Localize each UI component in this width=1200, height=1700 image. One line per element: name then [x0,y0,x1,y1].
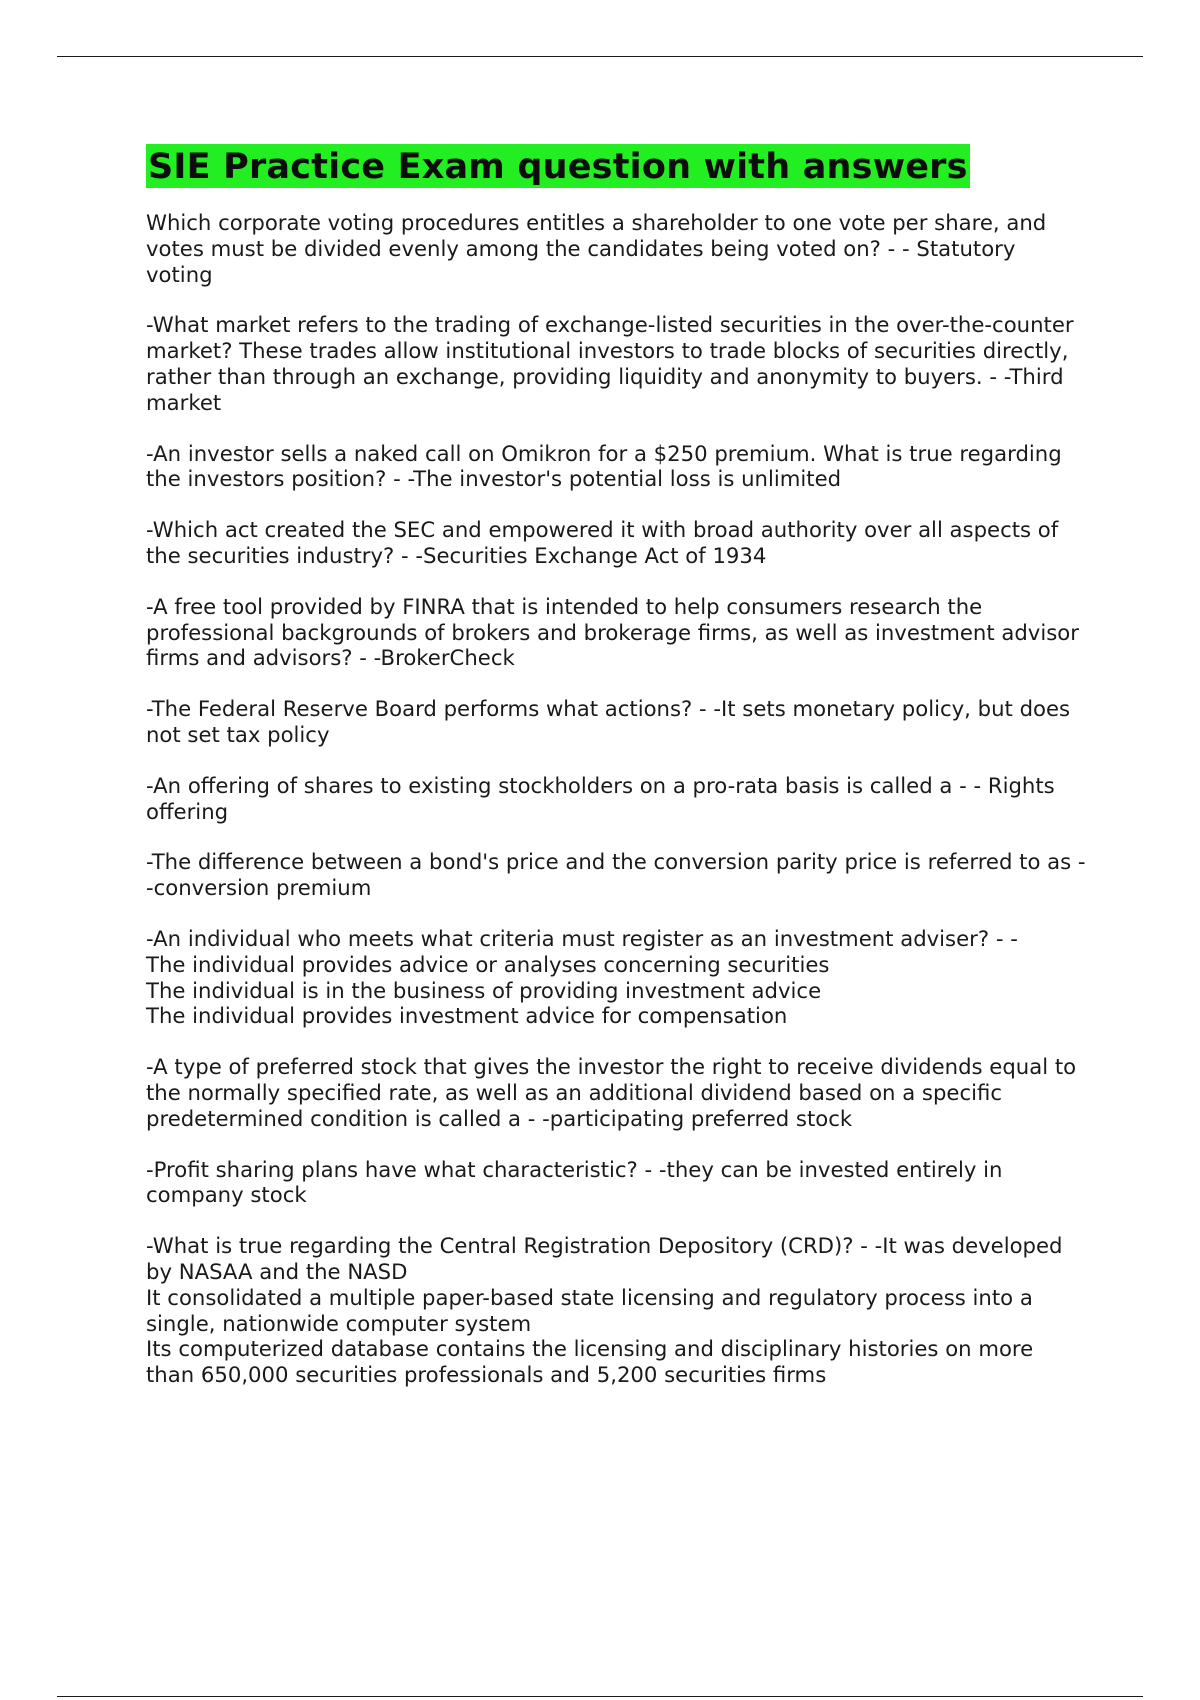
qa-entry: -An offering of shares to existing stockholders on a pro-rata basis is called a - - Rights offering [146,772,1055,824]
qa-entry: -An individual who meets what criteria must register as an investment adviser? - - The individual provides advice or analyses concerning securities The individual is in the business of providing investment advice The individual provides investment advice for compensation [146,925,1018,1029]
qa-entry: -The difference between a bond's price and the conversion parity price is referred to as - -conversion premium [146,849,1086,901]
header-rule [57,56,1143,57]
qa-entry: -An investor sells a naked call on Omikron for a $250 premium. What is true regarding the investors position? - -The investor's potential loss is unlimited [146,440,1062,492]
qa-entry: -A type of preferred stock that gives the investor the right to receive dividends equal to the normally specified rate, as well as an additional dividend based on a specific predetermined condition is called a - -participating preferred stock [146,1054,1077,1131]
qa-entry: Which corporate voting procedures entitles a shareholder to one vote per share, and votes must be divided evenly among the candidates being voted on? - - Statutory voting [146,210,1047,287]
qa-entry: -Which act created the SEC and empowered it with broad authority over all aspects of the securities industry? - -Securities Exchange Act of 1934 [146,517,1059,568]
qa-list [146,210,1086,1388]
footer-rule [57,1696,1143,1697]
qa-entry: -What market refers to the trading of exchange-listed securities in the over-the-counter market? These trades allow institutional investors to trade blocks of securities directly, rather than through an exchange, providing liquidity and anonymity to buyers. - -Third market [146,312,1074,415]
qa-entry: -A free tool provided by FINRA that is intended to help consumers research the professional backgrounds of brokers and brokerage firms, as well as investment advisor firms and advisors? - -BrokerCheck [146,593,1079,671]
document-title: SIE Practice Exam question with answers [146,144,970,188]
document-body [146,144,1086,1413]
qa-entry: -The Federal Reserve Board performs what actions? - -It sets monetary policy, but does not set tax policy [146,696,1071,747]
qa-entry: -Profit sharing plans have what characteristic? - -they can be invested entirely in company stock [146,1156,1003,1208]
qa-entry: -What is true regarding the Central Registration Depository (CRD)? - -It was developed by NASAA and the NASD It consolidated a multiple paper-based state licensing and regulatory process into a single, nationwide computer system Its computerized database contains the licensing and disciplinary histories on more than 650,000 securities professionals and 5,200 securities firms [146,1233,1063,1388]
